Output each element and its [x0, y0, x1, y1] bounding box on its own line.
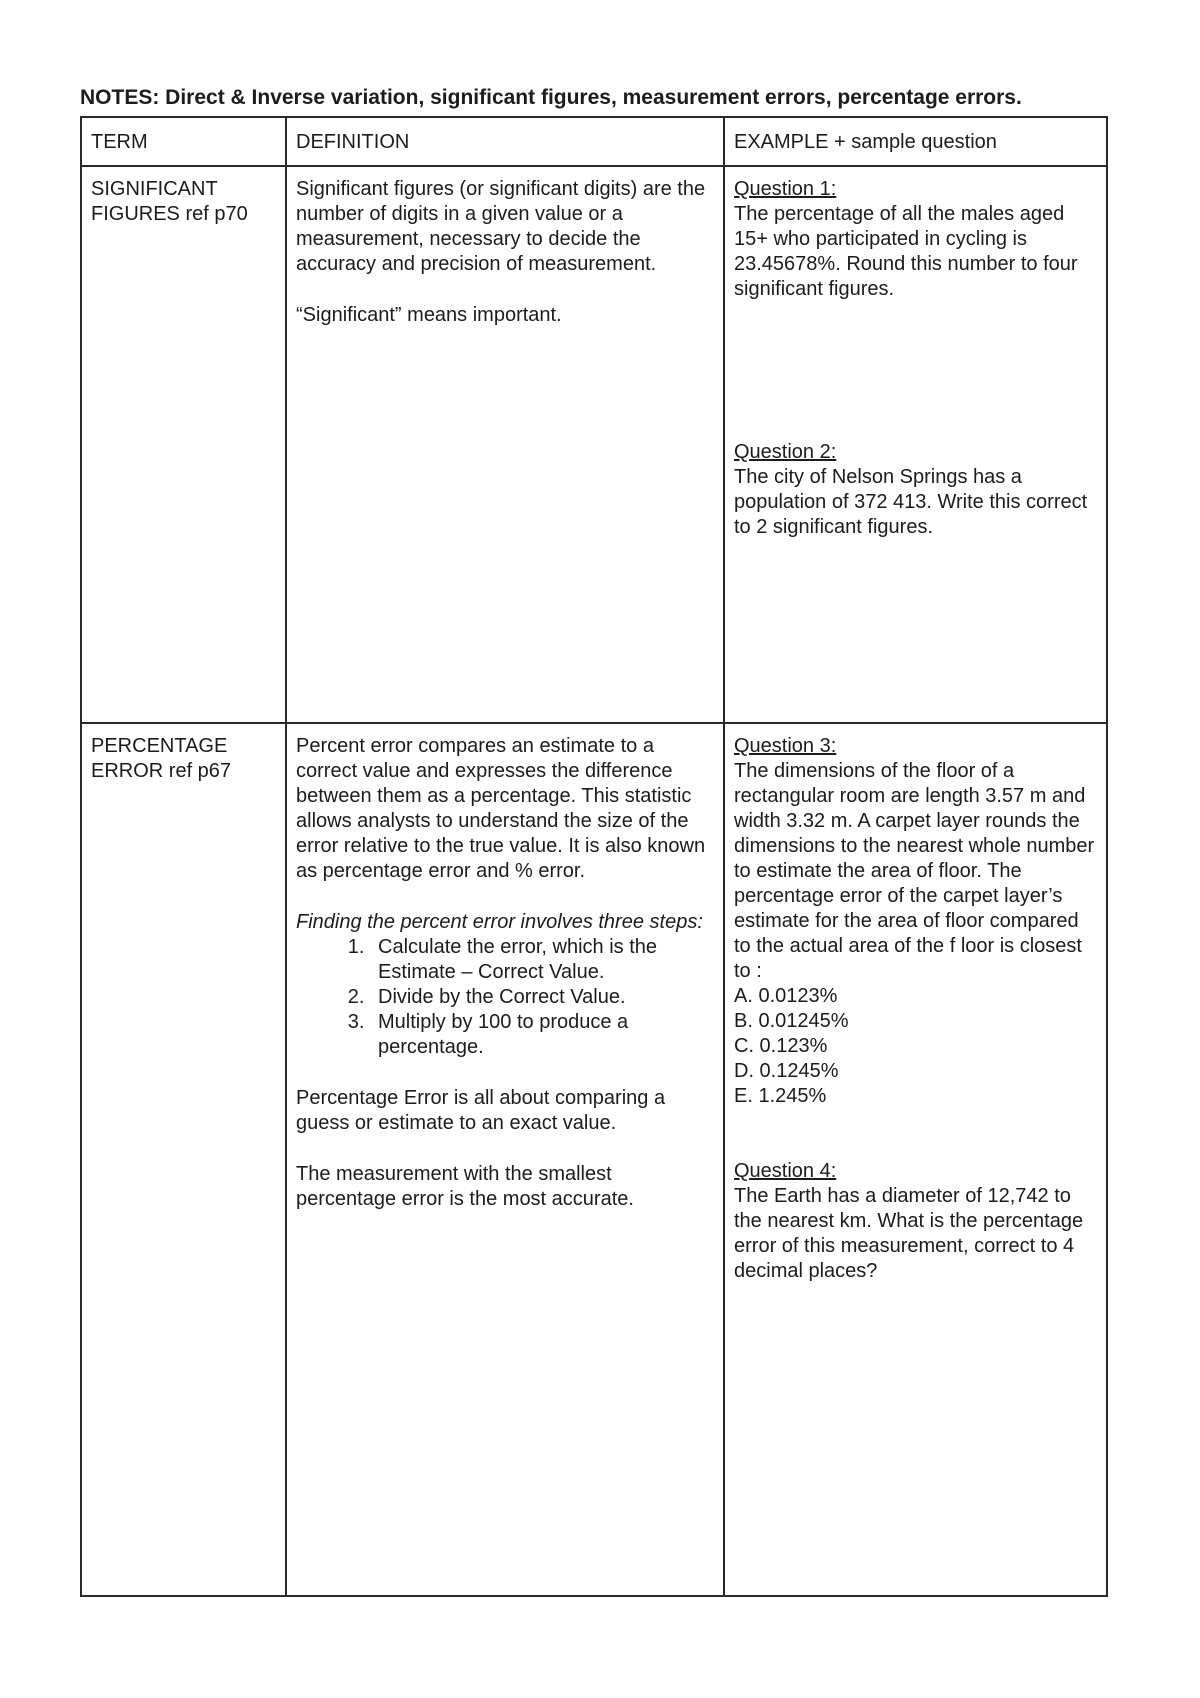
example-percentage-error	[724, 723, 1107, 1596]
question-4	[734, 1159, 1097, 1284]
header-example: EXAMPLE + sample question	[724, 117, 1107, 166]
table-row	[81, 723, 1107, 1596]
question-heading: Question 1:	[734, 178, 837, 200]
answer-option: B. 0.01245%	[734, 1010, 849, 1032]
definition-outro: The measurement with the smallest percentage error is the most accurate.	[296, 1163, 634, 1210]
term-significant-figures: SIGNIFICANT FIGURES ref p70	[81, 166, 286, 723]
header-term: TERM	[81, 117, 286, 166]
steps-intro: Finding the percent error involves three steps:	[296, 911, 703, 933]
table-row	[81, 166, 1107, 723]
page-title: NOTES: Direct & Inverse variation, significant figures, measurement errors, percentage errors.	[80, 86, 1022, 109]
step-item: 3. Multiply by 100 to produce a percentage.	[370, 1010, 714, 1060]
answer-option: A. 0.0123%	[734, 985, 838, 1007]
question-text: The Earth has a diameter of 12,742 to the nearest km. What is the percentage error of this measurement, correct to 4 decimal places?	[734, 1185, 1084, 1282]
example-significant-figures	[724, 166, 1107, 723]
definition-paragraph: “Significant” means important.	[296, 304, 562, 326]
answer-option: D. 0.1245%	[734, 1060, 839, 1082]
header-definition: DEFINITION	[286, 117, 724, 166]
definition-percentage-error	[286, 723, 724, 1596]
answer-option: E. 1.245%	[734, 1085, 827, 1107]
definition-significant-figures	[286, 166, 724, 723]
steps-list	[296, 935, 714, 1060]
definition-intro: Percent error compares an estimate to a correct value and expresses the difference between them as a percentage. This statistic allows analysts to understand the size of the error relative to the true value. It is also known as percentage error and % error.	[296, 735, 706, 882]
definition-outro: Percentage Error is all about comparing a guess or estimate to an exact value.	[296, 1087, 666, 1134]
question-heading: Question 2:	[734, 441, 837, 463]
question-3	[734, 734, 1097, 1109]
question-heading: Question 4:	[734, 1160, 837, 1182]
question-text: The city of Nelson Springs has a population of 372 413. Write this correct to 2 significant figures.	[734, 466, 1088, 538]
term-percentage-error: PERCENTAGE ERROR ref p67	[81, 723, 286, 1596]
step-item: 1. Calculate the error, which is the Estimate – Correct Value.	[370, 935, 714, 985]
table-header-row	[81, 117, 1107, 166]
question-2	[734, 440, 1097, 540]
step-item: 2. Divide by the Correct Value.	[370, 985, 714, 1010]
notes-table	[80, 116, 1108, 1597]
answer-option: C. 0.123%	[734, 1035, 828, 1057]
question-1	[734, 177, 1097, 302]
question-heading: Question 3:	[734, 735, 837, 757]
question-text: The dimensions of the floor of a rectangular room are length 3.57 m and width 3.32 m. A carpet layer rounds the dimensions to the nearest whole number to estimate the area of floor. The percentage error of the carpet layer’s estimate for the area of floor compared to the actual area of the f loor is closest to :	[734, 760, 1095, 982]
question-text: The percentage of all the males aged 15+ who participated in cycling is 23.45678%. Round this number to four significant figures.	[734, 203, 1078, 300]
answer-options	[734, 984, 1097, 1109]
definition-paragraph: Significant figures (or significant digits) are the number of digits in a given value or a measurement, necessary to decide the accuracy and precision of measurement.	[296, 178, 706, 275]
